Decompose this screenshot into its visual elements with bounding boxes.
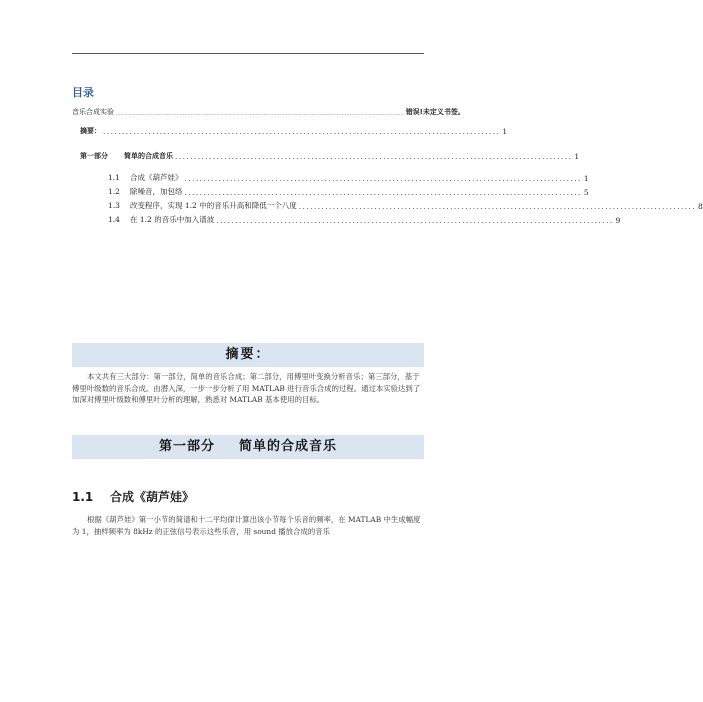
section-heading [72,488,194,505]
toc-entry-page: 8 [698,202,703,211]
toc-entry-text: 合成《葫芦娃》 [130,173,183,182]
toc-entry-label [108,200,297,211]
toc-leader-dots: ......................................................................................................... [184,188,582,197]
toc-entry-label: 摘要： [80,127,101,135]
toc-entry-page: 1 [502,127,508,136]
toc-entry-page: 错误!未定义书签。 [405,108,465,116]
toc-entry-1-1[interactable] [108,171,589,183]
abstract-paragraph: 本文共有三大部分：第一部分，简单的音乐合成；第二部分，用傅里叶变换分析音乐；第三部分，基于傅里叶级数的音乐合成。由潜入深，一步一步分析了用 MATLAB 进行音乐合成的过程。通过本实验达到了加深对傅里叶级数和傅里叶分析的理解，熟悉对 MATLAB 基本使用的目标。 [72,372,421,404]
section-paragraph: 根据《葫芦娃》第一小节的简谱和十二平均律计算出该小节每个乐音的频率，在 MATLAB 中生成幅度为 1，抽样频率为 8kHz 的正弦信号表示这些乐音，用 sound 播放合成的音乐 [72,515,421,536]
toc-entry-label: 音乐合成实验 [72,108,114,116]
toc-entry-page: 9 [615,216,621,225]
section-title: 合成《葫芦娃》 [110,490,195,504]
toc-entry-page: 5 [583,188,589,197]
toc-leader-dots: ..................................................................................................................................................................................... [116,111,404,117]
toc-entry-abstract[interactable] [80,124,508,136]
toc-entry-text: 在 1.2 的音乐中加入谱波 [130,215,215,224]
part1-number: 第一部分 [158,439,215,454]
toc-entry-text: 改变程序，实现 1.2 中的音乐升高和降低一个八度 [130,201,297,210]
toc-entry-page: 1 [583,174,589,183]
toc-leader-dots: ......................................................................................................... [175,152,573,161]
toc-leader-dots: ......................................................................................................... [184,174,582,183]
toc-entry-text: 除噪音，加包络 [130,187,183,196]
toc-entry-label [80,151,173,161]
toc-entry-number: 1.2 [108,187,120,196]
toc-entry-number: 1.3 [108,201,120,210]
toc-entry-experiment-title[interactable] [72,105,465,117]
toc-entry-label [108,214,214,225]
toc-leader-dots: ......................................................................................................... [216,216,614,225]
toc-entry-number: 1.4 [108,215,120,224]
toc-leader-dots: ......................................................................................................... [298,202,697,211]
toc-entry-number: 1.1 [108,173,120,182]
toc-entry-1-3[interactable] [108,199,703,211]
toc-title: 目录 [72,86,94,99]
toc-entry-1-2[interactable] [108,185,589,197]
section-number: 1.1 [72,490,94,504]
toc-entry-1-4[interactable] [108,213,621,225]
toc-entry-part1[interactable] [80,149,580,161]
part1-title: 简单的合成音乐 [239,439,338,454]
toc-entry-page: 1 [574,152,580,161]
part1-heading [72,435,424,459]
header-rule [72,53,424,54]
toc-leader-dots: ......................................................................................................... [103,127,501,136]
toc-entry-label [108,186,183,197]
toc-entry-label [108,172,183,183]
abstract-heading: 摘要： [72,343,424,367]
toc-part-title: 简单的合成音乐 [124,152,173,160]
toc-part-number: 第一部分 [80,152,108,160]
